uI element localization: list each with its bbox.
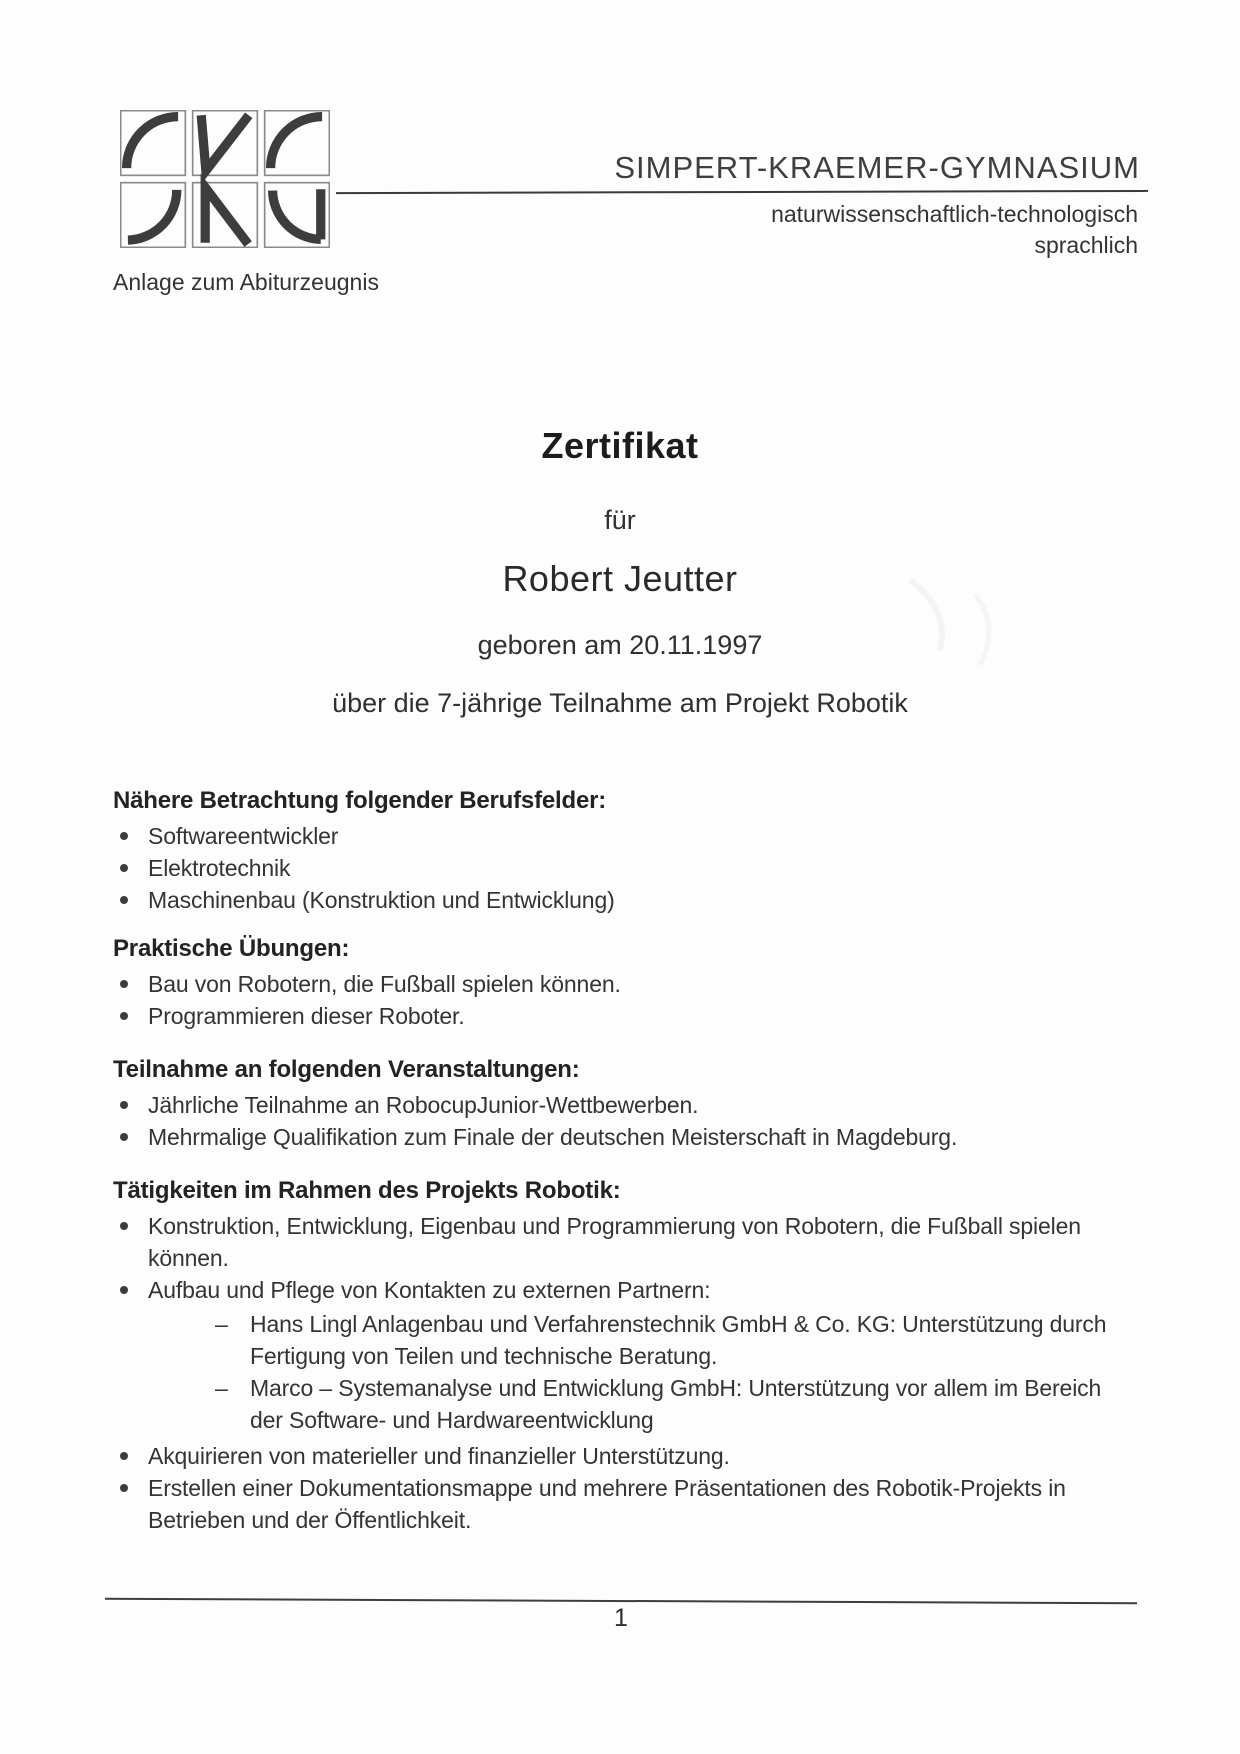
dash-icon: – [215,1375,228,1401]
bullet-icon [113,1089,148,1121]
section-heading: Tätigkeiten im Rahmen des Projekts Robotik: [113,1177,621,1204]
list-item-text: Programmieren dieser Roboter. [148,1003,465,1029]
bullet-icon [113,968,148,1000]
list-item-text: Aufbau und Pflege von Kontakten zu externen Partnern: [148,1277,711,1303]
school-logo-icon [120,110,330,248]
logo-tile [121,183,186,248]
list-item [113,968,1127,1000]
list-item [113,1000,1127,1032]
list-item-text: Erstellen einer Dokumentationsmappe und mehrere Präsentationen des Robotik-Projekts in Betrieben und der Öffentlichkeit. [148,1475,1066,1533]
list-item-text: Bau von Robotern, die Fußball spielen können. [148,971,621,997]
logo-tile [265,111,330,176]
bullet-icon [113,820,148,852]
logo-tile [193,111,258,176]
list-item-text: Softwareentwickler [148,823,339,849]
list-item-text: Elektrotechnik [148,855,291,881]
section-heading: Nähere Betrachtung folgender Berufsfelder: [113,787,607,814]
title-block [113,424,1127,720]
logo-tile [265,183,330,248]
sub-list-item [215,1308,1127,1372]
logo-tile [193,183,258,248]
bullet-icon [113,852,148,884]
logo-tile [121,111,186,176]
subject-line: über die 7-jährige Teilnahme am Projekt Robotik [332,688,908,718]
bullet-icon [113,1440,148,1472]
bullet-icon [113,1210,148,1274]
bullet-icon [113,1274,148,1440]
section-taetigkeiten [113,1176,1127,1536]
page-number: 1 [614,1604,628,1632]
bullet-icon [113,1121,148,1153]
document-title: Zertifikat [541,425,699,466]
list-item-text: Konstruktion, Entwicklung, Eigenbau und Programmierung von Robotern, die Fußball spielen können. [148,1213,1081,1271]
sub-list-item [215,1372,1127,1436]
dash-icon: – [215,1311,228,1337]
list-item-text: Mehrmalige Qualifikation zum Finale der deutschen Meisterschaft in Magdeburg. [148,1124,958,1150]
header-rule [336,190,1148,194]
list-item [113,884,1127,916]
list-item [113,820,1127,852]
list-item [113,1121,1127,1153]
section-berufsfelder [113,786,1127,916]
school-name: SIMPERT-KRAEMER-GYMNASIUM [614,150,1140,185]
list-item [113,1274,1127,1440]
bullet-icon [113,1472,148,1536]
section-heading: Teilnahme an folgenden Veranstaltungen: [113,1056,580,1083]
bullet-icon [113,884,148,916]
list-item-text: Akquirieren von materieller und finanzieller Unterstützung. [148,1443,730,1469]
birth-date-line: geboren am 20.11.1997 [477,630,763,660]
sections [113,786,1127,1536]
list-item [113,852,1127,884]
preposition: für [604,505,636,535]
attachment-note: Anlage zum Abiturzeugnis [113,269,379,295]
school-branch-language: sprachlich [1034,232,1138,258]
list-item [113,1472,1127,1536]
section-praktische-uebungen [113,934,1127,1032]
bullet-icon [113,1000,148,1032]
section-veranstaltungen [113,1055,1127,1153]
list-item [113,1089,1127,1121]
school-branch-science: naturwissenschaftlich-technologisch [771,201,1138,227]
recipient-name: Robert Jeutter [502,558,738,599]
list-item-text: Maschinenbau (Konstruktion und Entwicklung) [148,887,615,913]
sub-list-item-text: Hans Lingl Anlagenbau und Verfahrenstechnik GmbH & Co. KG: Unterstützung durch Fertigung von Teilen und technische Beratung. [250,1311,1107,1369]
sub-list-item-text: Marco – Systemanalyse und Entwicklung GmbH: Unterstützung vor allem im Bereich der Software- und Hardwareentwicklung [250,1375,1102,1433]
list-item [113,1440,1127,1472]
list-item-text: Jährliche Teilnahme an RobocupJunior-Wettbewerben. [148,1092,699,1118]
list-item [113,1210,1127,1274]
section-heading: Praktische Übungen: [113,935,350,962]
